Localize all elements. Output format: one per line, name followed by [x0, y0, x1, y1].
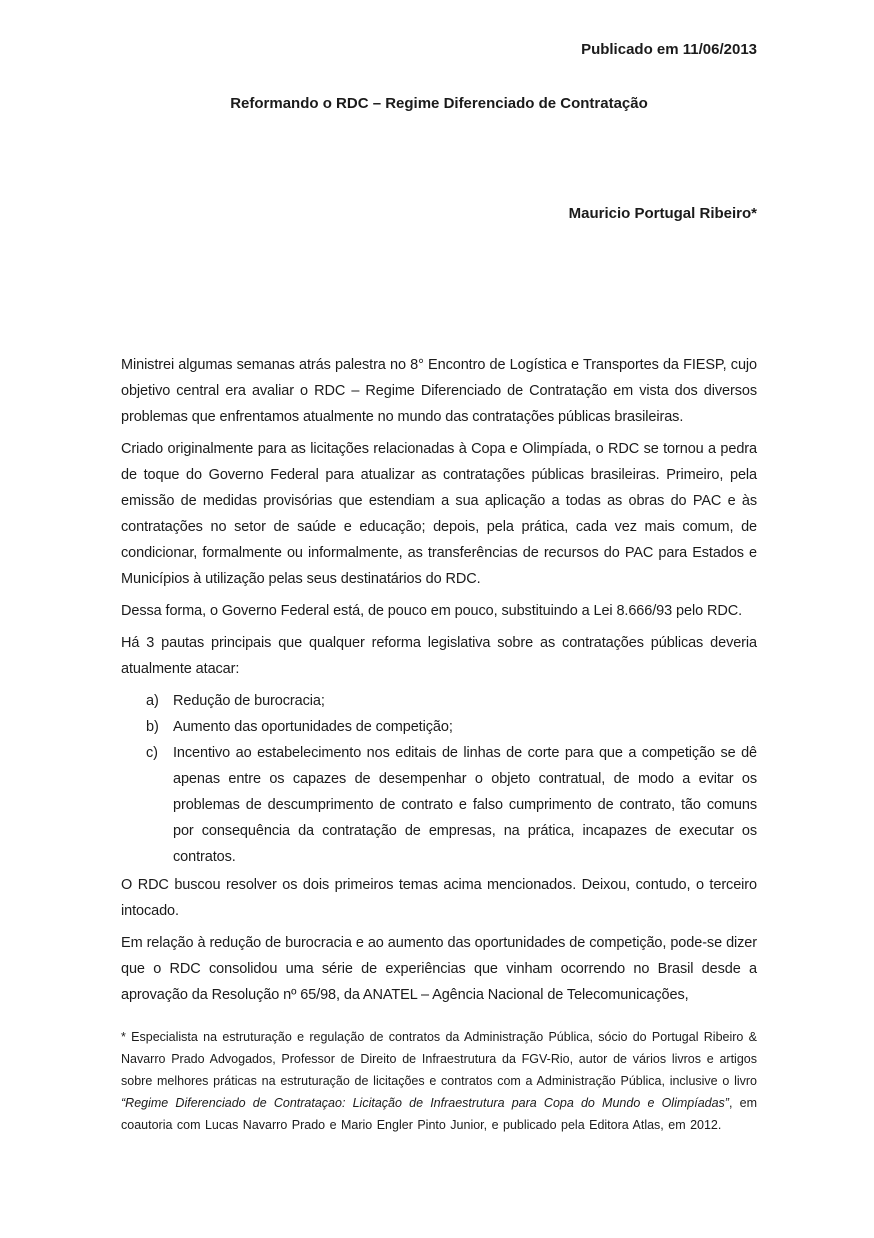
- list-item: [121, 714, 757, 740]
- footnote-text: * Especialista na estruturação e regulação de contratos da Administração Pública, sócio do Portugal Ribeiro & Navarro Prado Advogados, Professor de Direito de Infraestrutura da FGV-Rio, autor de vários livros e artigos sobre melhores práticas na estruturação de licitações e contratos com a Administração Pública, inclusive o livro: [121, 1030, 757, 1088]
- footnote-book-title: “Regime Diferenciado de Contrataçao: Licitação de Infraestrutura para Copa do Mundo e Olimpíadas”: [121, 1096, 729, 1110]
- lettered-list: [121, 688, 757, 870]
- document-title: Reformando o RDC – Regime Diferenciado de Contratação: [230, 95, 648, 112]
- list-item: [121, 688, 757, 714]
- author-byline: Mauricio Portugal Ribeiro*: [568, 205, 757, 222]
- list-marker: a): [146, 693, 159, 709]
- list-marker: c): [146, 745, 158, 761]
- list-item-text: Aumento das oportunidades de competição;: [173, 719, 453, 735]
- list-item: [121, 740, 757, 870]
- paragraph: Dessa forma, o Governo Federal está, de pouco em pouco, substituindo a Lei 8.666/93 pelo RDC.: [121, 603, 743, 619]
- paragraph: O RDC buscou resolver os dois primeiros temas acima mencionados. Deixou, contudo, o terceiro intocado.: [121, 877, 757, 919]
- list-marker: b): [146, 719, 159, 735]
- paragraph: Criado originalmente para as licitações relacionadas à Copa e Olimpíada, o RDC se tornou a pedra de toque do Governo Federal para atualizar as contratações públicas brasileiras. Primeiro, pela emissão de medidas provisórias que estendiam a sua aplicação a todas as obras do PAC e às contratações no setor de saúde e educação; depois, pela prática, cada vez mais comum, de condicionar, formalmente ou informalmente, as transferências de recursos do PAC para Estados e Municípios à utilização pelas seus destinatários do RDC.: [121, 441, 757, 587]
- page-content: [121, 0, 757, 1136]
- publication-date: Publicado em 11/06/2013: [581, 41, 757, 58]
- paragraph: Em relação à redução de burocracia e ao aumento das oportunidades de competição, pode-se dizer que o RDC consolidou uma série de experiências que vinham ocorrendo no Brasil desde a aprovação da Resolução nº 65/98, da ANATEL – Agência Nacional de Telecomunicações,: [121, 935, 757, 1003]
- paragraph: Há 3 pautas principais que qualquer reforma legislativa sobre as contratações públicas deveria atualmente atacar:: [121, 635, 757, 677]
- document-body: [121, 352, 757, 1008]
- footnote: [121, 1026, 757, 1136]
- list-item-text: Incentivo ao estabelecimento nos editais de linhas de corte para que a competição se dê apenas entre os capazes de desempenhar o objeto contratual, de modo a evitar os problemas de descumprimento de contrato e falso cumprimento de contrato, tão comuns por consequência da contratação de empresas, na prática, incapazes de executar os contratos.: [173, 745, 757, 865]
- paragraph: Ministrei algumas semanas atrás palestra no 8° Encontro de Logística e Transportes da FIESP, cujo objetivo central era avaliar o RDC – Regime Diferenciado de Contratação em vista dos diversos problemas que enfrentamos atualmente no mundo das contratações públicas brasileiras.: [121, 357, 757, 425]
- list-item-text: Redução de burocracia;: [173, 693, 325, 709]
- footnote-text: , em coautoria com Lucas Navarro Prado e Mario Engler Pinto Junior, e publicado pela Editora Atlas, em 2012.: [121, 1096, 757, 1132]
